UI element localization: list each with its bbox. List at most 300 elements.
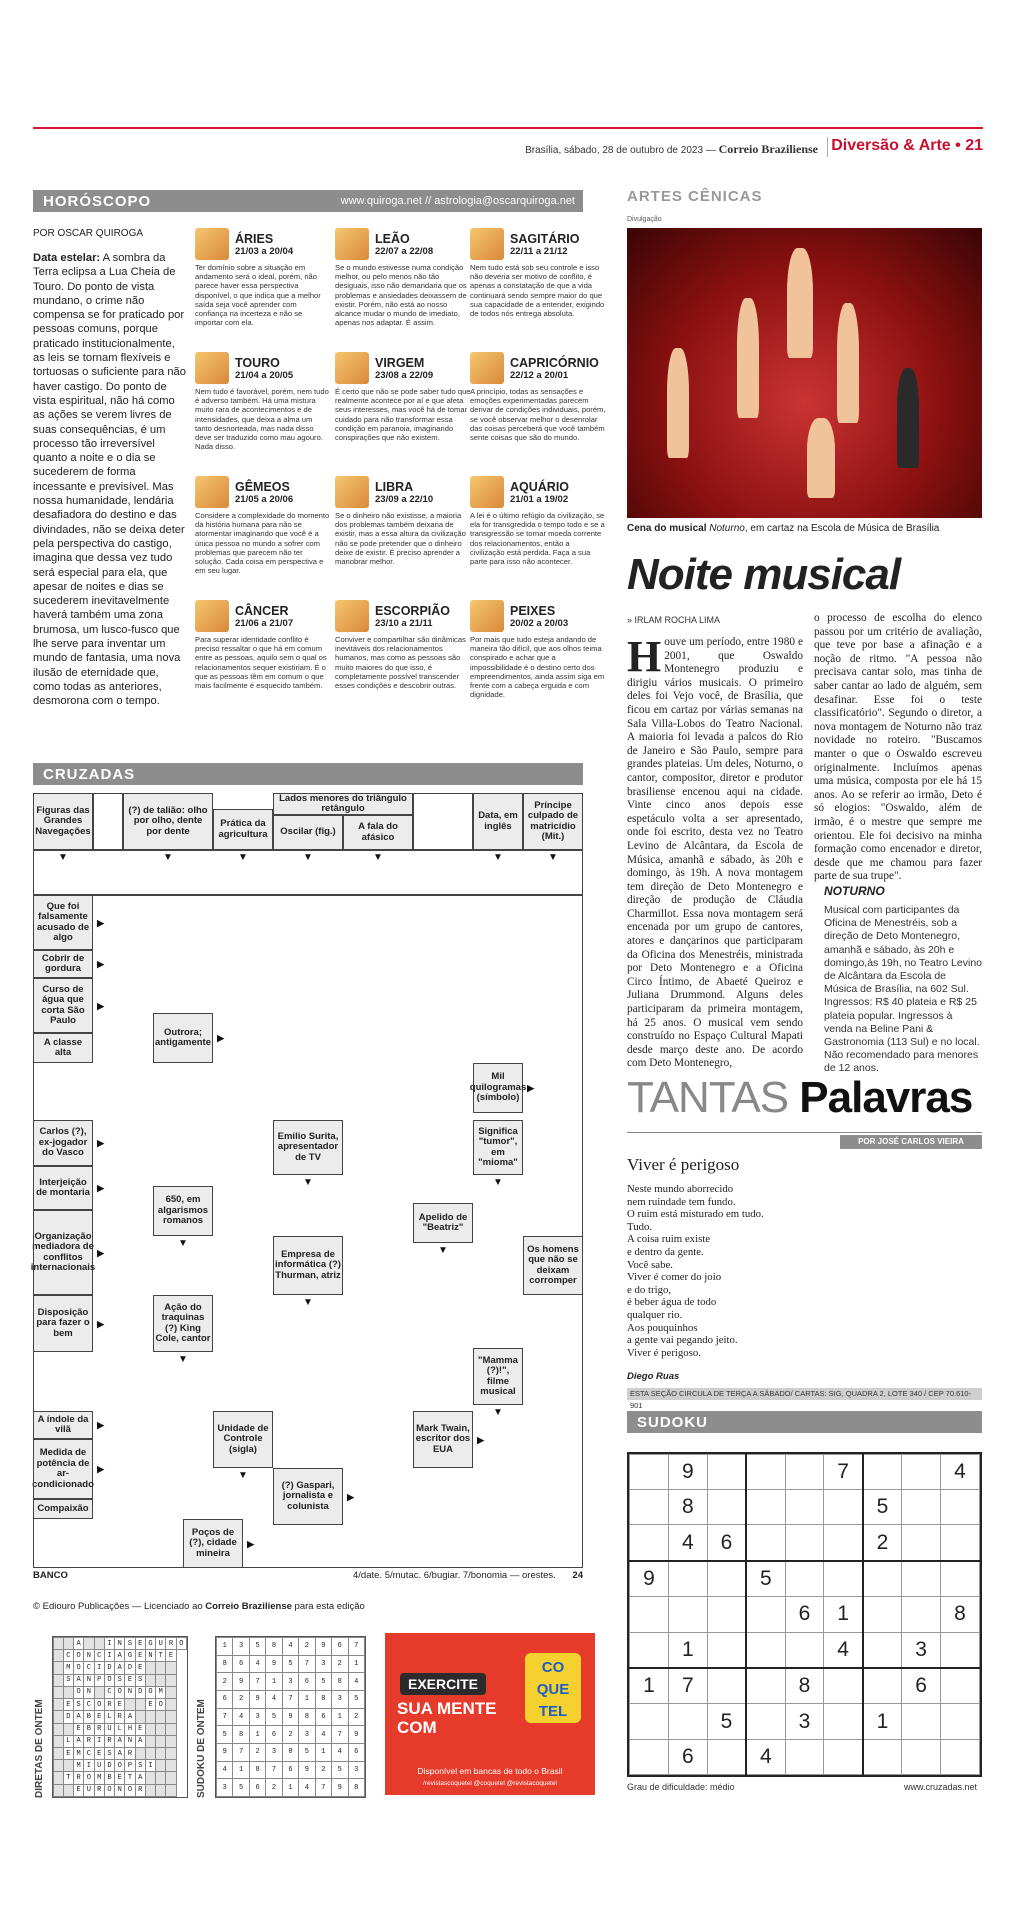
ad-social: /revistascoquetel @coquetel @revistacoquetel	[423, 1780, 557, 1787]
sudoku-cell[interactable]	[863, 1632, 902, 1668]
sudoku-cell[interactable]: 5	[863, 1490, 902, 1525]
solution-cell: 6	[348, 1743, 365, 1761]
solution-cell: 9	[249, 1690, 265, 1708]
solution-cell: 7	[266, 1761, 282, 1779]
solution-cell: 4	[266, 1690, 282, 1708]
solution-cell: 8	[332, 1673, 348, 1691]
banco-text: 4/date. 5/mutac. 6/bugiar. 7/bonomia — orestes.	[353, 1570, 556, 1581]
article-byline: » IRLAM ROCHA LIMA	[627, 615, 721, 625]
solution-cell: S	[125, 1638, 135, 1650]
sudoku-cell[interactable]	[746, 1704, 785, 1739]
poem-line: e dentro da gente.	[627, 1245, 704, 1258]
solution-cell: 7	[332, 1726, 348, 1744]
solution-cell: 4	[282, 1638, 298, 1656]
solution-cell: C	[94, 1650, 104, 1662]
horoscope-signs: ÁRIES 21/03 a 20/04 Ter domínio sobre a situação em andamento será o ideal, porém, não parece haver essa perspectiva disponível, o que indica que a melhor saída seja você aprender com confiança na incerteza e não se importar com ela. LEÃO 22/07 a 22/08 Se o mundo estivesse numa condição melhor, ou pelo menos não tão desiguais, isso não demandaria que os problemas e ansiedades deixassem de existir. Porém, não está ao nosso alcance mudar o mundo de imediato, apenas nos adaptar. É assim. SAGITÁRIO 22/11 a 21/12 Nem tudo está sob seu controle e isso não deveria ser motivo de conflito, é apenas a constatação de que a vida continuará sendo sempre maior do que sua capacidade de a entender, exigindo de todos nós entrega absoluta. TOURO 21/04 a 20/05 Nem tudo é favorável, porém, nem tudo é adverso também. Há uma mistura muito rara de acontecimentos e de intensidades, que deixa a alma um tanto desnorteada, mas nada disso deve ser traduzido como mau agouro. Nada disso. VIRGEM 23/08 a 22/09 É certo que não se pode saber tudo que realmente acontece por aí e que afeta seus interesses, mas você há de tomar cuidado para não transformar essa condição em paranoia, imaginando conspirações que não existem. CAPRICÓRNIO 22/12 a 20/01 A princípio, todas as sensações e emoções experimentadas parecem derivar de condições individuais, porém, se você observar melhor o desenrolar das coisas perceberá que você também sente coisas que são do mundo. GÊMEOS 21/05 a 20/06 Considere a complexidade do momento da história humana para não se atormentar imaginando que você é a única pessoa no mundo a sofrer com problemas que parecem não ter solução. Cada coisa em perspectiva e em seu lugar. LIBRA 23/09 a 22/10 Se o dinheiro não existisse, a maioria dos problemas também deixaria de existir, mas a essa altura da civilização não se pode pretender que o dinheiro deixe de existir. É preciso aprender a manobrar melhor. AQUÁRIO 21/01 a 19/02 A lei é o último refúgio da civilização, se ela for transgredida o tempo todo e se a transgressão se tornar moeda corrente dos relacionamentos, então a civilização está perdida. Faça a sua parte para isso não acontecer. CÂNCER 21/06 a 21/07 Para superar identidade conflito é preciso ressaltar o que há em comum entre as pessoas, aquilo sem o qual os relacionamentos sequer existiriam. É o que as pessoas têm em comum o que mais facilmente é esquecido também. ESCORPIÃO 23/10 a 21/11 Conviver e compartilhar são dinâmicas inevitáveis dos relacionamentos humanos, mas como as pessoas são muito maiores do que isso, é completamente possível transcender esses condições e descobrir outras. PEIXES 20/02 a 20/03 Por mais que tudo esteja andando de maneira tão difícil, que aos olhos teima conspirado e achar que a impossibilidade é o destino certo dos empreendimentos, ainda assim siga em frente com a cabeça erguida e com dignidade.	[195, 228, 585, 728]
sudoku-cell[interactable]	[941, 1704, 980, 1739]
solution-cell: 2	[217, 1673, 233, 1691]
solution-cell	[166, 1747, 176, 1759]
solution-cell: D	[104, 1662, 114, 1674]
solution-cell	[145, 1772, 155, 1784]
solution-cell: 3	[266, 1743, 282, 1761]
tantas-rule	[627, 1132, 982, 1133]
solution-cell	[135, 1711, 145, 1723]
sudoku-cell[interactable]: 2	[863, 1525, 902, 1561]
solution-cell: O	[145, 1686, 155, 1698]
solution-cell: C	[84, 1699, 94, 1711]
sudoku-cell[interactable]: 4	[668, 1525, 707, 1561]
sudoku-cell[interactable]	[941, 1632, 980, 1668]
sudoku-cell[interactable]: 8	[785, 1668, 824, 1704]
poem-line: nem ruindade tem fundo.	[627, 1195, 736, 1208]
masthead-date: Brasília, sábado, 28 de outubro de 2023 — Correio Braziliense	[525, 142, 818, 156]
solution-cell: A	[74, 1638, 84, 1650]
sudoku-cell[interactable]: 4	[824, 1632, 863, 1668]
crossword-clue: Unidade de Controle (sigla) ▼	[213, 1411, 273, 1468]
solution-cell: R	[104, 1699, 114, 1711]
solution-cell: R	[115, 1711, 125, 1723]
crossword-row[interactable]	[33, 850, 583, 895]
solution-cell: T	[63, 1772, 73, 1784]
solution-cell: O	[156, 1699, 166, 1711]
taurus-icon	[195, 352, 229, 384]
sudoku-cell[interactable]	[902, 1704, 941, 1739]
solution-cell	[54, 1686, 64, 1698]
sudoku-cell[interactable]	[785, 1455, 824, 1490]
poem-line: é beber água de todo	[627, 1296, 717, 1309]
virgo-icon	[335, 352, 369, 384]
sudoku-cell[interactable]	[630, 1490, 669, 1525]
sudoku-cell[interactable]	[941, 1668, 980, 1704]
sudoku-cell[interactable]	[707, 1668, 746, 1704]
sudoku-cell[interactable]	[902, 1739, 941, 1774]
solution-cell	[166, 1674, 176, 1686]
solution-cell	[54, 1662, 64, 1674]
crossword-clue: Prática da agricultura ▼	[213, 809, 273, 850]
sudoku-cell[interactable]	[824, 1704, 863, 1739]
crossword-clue: Que foi falsamente acusado de algo ▶	[33, 895, 93, 950]
solution-cell: A	[115, 1747, 125, 1759]
solution-cell: 7	[217, 1708, 233, 1726]
gemini-icon	[195, 476, 229, 508]
solution-cell: 3	[217, 1779, 233, 1797]
solution-cell	[166, 1699, 176, 1711]
sudoku-cell[interactable]	[785, 1490, 824, 1525]
sudoku-cell[interactable]	[941, 1739, 980, 1774]
top-rule	[33, 127, 983, 129]
sudoku-cell[interactable]	[824, 1561, 863, 1597]
dancer-figure	[737, 298, 759, 418]
sudoku-cell[interactable]: 5	[707, 1704, 746, 1739]
drop-cap: H	[627, 632, 662, 681]
dancer-figure	[667, 348, 689, 458]
solution-cell: E	[74, 1723, 84, 1735]
solution-cell: 4	[348, 1673, 365, 1691]
solution-cell: 5	[315, 1673, 331, 1691]
sudoku-cell[interactable]	[785, 1561, 824, 1597]
sudoku-cell[interactable]: 8	[668, 1490, 707, 1525]
solution-cell	[54, 1760, 64, 1772]
poem-line: Aos pouquinhos	[627, 1321, 698, 1334]
crossword-header	[33, 763, 583, 785]
sudoku-cell[interactable]	[630, 1455, 669, 1490]
solution-cell: 5	[332, 1761, 348, 1779]
solution-cell: D	[104, 1760, 114, 1772]
solution-cell: 5	[299, 1743, 315, 1761]
solution-cell: R	[135, 1784, 145, 1796]
solution-cell: U	[84, 1784, 94, 1796]
sudoku-cell[interactable]: 3	[902, 1632, 941, 1668]
solution-cell: 3	[348, 1761, 365, 1779]
sudoku-cell[interactable]	[746, 1668, 785, 1704]
solution-cell: 9	[282, 1708, 298, 1726]
solution-cell	[94, 1686, 104, 1698]
solution-cell: 2	[233, 1690, 249, 1708]
sudoku-difficulty: Grau de dificuldade: médio	[627, 1782, 735, 1792]
sudoku-cell[interactable]	[941, 1490, 980, 1525]
solution-cell: A	[135, 1735, 145, 1747]
solution-cell: 3	[249, 1708, 265, 1726]
sudoku-cell[interactable]	[863, 1455, 902, 1490]
solution-cell: 2	[266, 1779, 282, 1797]
sudoku-cell[interactable]	[630, 1739, 669, 1774]
solution-cell: E	[135, 1650, 145, 1662]
solution-cell	[156, 1674, 166, 1686]
sudoku-cell[interactable]: 6	[785, 1597, 824, 1632]
sudoku-cell[interactable]	[746, 1632, 785, 1668]
crossword-cell[interactable]	[413, 793, 473, 850]
sudoku-cell[interactable]: 7	[824, 1455, 863, 1490]
crossword-clue: Poços de (?), cidade mineira ▶	[183, 1519, 243, 1568]
solution-cell: E	[63, 1699, 73, 1711]
sudoku-cell[interactable]	[707, 1597, 746, 1632]
solution-cell: R	[74, 1772, 84, 1784]
sudoku-cell[interactable]: 1	[824, 1597, 863, 1632]
solution-cell: P	[94, 1674, 104, 1686]
solution-cell: 7	[249, 1673, 265, 1691]
solution-cell	[156, 1711, 166, 1723]
solution-cell: I	[104, 1638, 114, 1650]
solution-cell	[166, 1772, 176, 1784]
sudoku-cell[interactable]	[707, 1561, 746, 1597]
solution-cell: 7	[315, 1779, 331, 1797]
solution-cell: G	[125, 1650, 135, 1662]
solution-cell: O	[104, 1674, 114, 1686]
solution-cell: I	[84, 1760, 94, 1772]
sudoku-header	[627, 1411, 982, 1433]
solution-cell: 5	[233, 1779, 249, 1797]
crossword-page-number: 24	[572, 1570, 583, 1581]
solution-cell	[156, 1735, 166, 1747]
solution-cell	[54, 1699, 64, 1711]
solution-cell: A	[115, 1650, 125, 1662]
sudoku-cell[interactable]	[630, 1525, 669, 1561]
ad-availability: Disponível em bancas de todo o Brasil	[417, 1766, 563, 1776]
poem-line: qualquer rio.	[627, 1308, 683, 1321]
solution-cell: 6	[332, 1638, 348, 1656]
solution-cell: 4	[315, 1726, 331, 1744]
solution-cell: 1	[282, 1779, 298, 1797]
scorpio-icon	[335, 600, 369, 632]
solution-cell: I	[145, 1760, 155, 1772]
solution-cell: 5	[282, 1655, 298, 1673]
sudoku-cell[interactable]	[668, 1597, 707, 1632]
sudoku-cell[interactable]: 4	[941, 1455, 980, 1490]
solution-cell	[54, 1638, 64, 1650]
sudoku-cell[interactable]	[902, 1561, 941, 1597]
solution-cell: 2	[348, 1708, 365, 1726]
solution-cell	[63, 1638, 73, 1650]
solution-cell: 5	[266, 1708, 282, 1726]
sudoku-cell[interactable]	[746, 1525, 785, 1561]
solution-cell	[84, 1638, 94, 1650]
coquetel-ad[interactable]	[385, 1633, 595, 1795]
solution-cell: 9	[348, 1726, 365, 1744]
tantas-byline: POR JOSÉ CARLOS VIEIRA	[840, 1135, 982, 1149]
capricorn-icon	[470, 352, 504, 384]
solution-cell	[135, 1699, 145, 1711]
section-address: ESTA SEÇÃO CIRCULA DE TERÇA A SÁBADO/ CARTAS: SIG, QUADRA 2, LOTE 340 / CEP 70.610-901	[627, 1388, 982, 1400]
solution-cell: U	[104, 1723, 114, 1735]
crossword-clue: Interjeição de montaria ▶	[33, 1166, 93, 1210]
sudoku-cell[interactable]	[902, 1455, 941, 1490]
solution-cell: 4	[217, 1761, 233, 1779]
solution-cell: 3	[282, 1673, 298, 1691]
solution-cell: N	[125, 1735, 135, 1747]
solution-cell: U	[156, 1638, 166, 1650]
solution-cell	[156, 1662, 166, 1674]
solution-cell	[135, 1747, 145, 1759]
solution-cell	[63, 1723, 73, 1735]
solution-cell: 6	[282, 1761, 298, 1779]
crossword-title: CRUZADAS	[43, 766, 136, 783]
solution-cell: 3	[315, 1655, 331, 1673]
solution-cell: P	[125, 1760, 135, 1772]
solution-cell: B	[104, 1772, 114, 1784]
sudoku-cell[interactable]: 6	[902, 1668, 941, 1704]
solution-cell: L	[63, 1735, 73, 1747]
aries-icon	[195, 228, 229, 260]
sudoku-cell[interactable]: 4	[746, 1739, 785, 1774]
crossword-clue: Data, em inglês ▼	[473, 793, 523, 850]
solution-cell: O	[74, 1650, 84, 1662]
crossword-clue: A índole da vilã ▶	[33, 1411, 93, 1439]
crossword-cell[interactable]	[93, 793, 123, 850]
horoscope-header	[33, 190, 583, 212]
solution-cell	[54, 1747, 64, 1759]
sudoku-cell[interactable]: 7	[668, 1668, 707, 1704]
solution-cell: M	[156, 1686, 166, 1698]
sudoku-cell[interactable]	[824, 1490, 863, 1525]
solution-cell	[166, 1662, 176, 1674]
section-label: ARTES CÊNICAS	[627, 188, 763, 205]
sudoku-cell[interactable]	[863, 1561, 902, 1597]
sudoku-cell[interactable]: 6	[707, 1525, 746, 1561]
poem-line: Neste mundo aborrecido	[627, 1183, 734, 1195]
sudoku-cell[interactable]: 1	[863, 1704, 902, 1739]
masthead-divider	[827, 137, 828, 157]
solution-cell: O	[115, 1760, 125, 1772]
crossword-clue: Príncipe culpado de matricídio (Mit.) ▼	[523, 793, 583, 850]
solution-cell: D	[135, 1686, 145, 1698]
poem-line: Você sabe.	[627, 1258, 673, 1271]
solution-cell: O	[125, 1784, 135, 1796]
solution-cell: 4	[332, 1743, 348, 1761]
sidebar-text: Musical com participantes da Oficina de Menestréis, sob a direção de Deto Montenegro, amanhã e sábado, às 20h e domingo,às 19h, no Teatro Levino de Alcântara da Escola de Música de Brasília, na 602 Sul. Ingressos: R$ 40 plateia e R$ 25 plateia popular. Ingressos à venda na Beline Pani & Gastronomia (113 Sul) e no local. Não recomendado para menores de 12 anos.	[824, 904, 983, 1075]
pisces-icon	[470, 600, 504, 632]
poem-body	[627, 1183, 764, 1359]
sudoku-cell[interactable]	[941, 1561, 980, 1597]
sudoku-cell[interactable]: 5	[746, 1561, 785, 1597]
sudoku-cell[interactable]: 1	[630, 1668, 669, 1704]
solution-cell: 4	[249, 1655, 265, 1673]
sudoku-cell[interactable]	[785, 1525, 824, 1561]
sudoku-cell[interactable]	[824, 1668, 863, 1704]
poem-line: a gente vai pegando jeito.	[627, 1334, 738, 1347]
masthead	[33, 137, 983, 159]
solution-cell: A	[74, 1674, 84, 1686]
sudoku-cell[interactable]	[785, 1739, 824, 1774]
solution-cell: L	[104, 1711, 114, 1723]
poem-author: Diego Ruas	[627, 1371, 680, 1382]
sudoku-cell[interactable]	[863, 1739, 902, 1774]
solution-cell: 8	[217, 1655, 233, 1673]
sudoku-cell[interactable]: 9	[630, 1561, 669, 1597]
coquetel-logo: CO QUE TEL	[525, 1653, 581, 1723]
article-column-1	[627, 632, 803, 1070]
solution-cell: E	[166, 1650, 176, 1662]
solution-cell: B	[84, 1711, 94, 1723]
crossword-clue: Medida de potência de ar-condicionado ▶	[33, 1439, 93, 1499]
solution-cell: T	[125, 1772, 135, 1784]
solution-cell	[145, 1723, 155, 1735]
solution-cell	[156, 1772, 166, 1784]
solution-cell: 7	[282, 1690, 298, 1708]
solution-cell: M	[63, 1662, 73, 1674]
solution-cell: E	[125, 1674, 135, 1686]
solution-cell: 6	[299, 1673, 315, 1691]
solution-cell: 1	[315, 1743, 331, 1761]
solution-cell: 7	[348, 1638, 365, 1656]
crossword-clue: Disposição para fazer o bem ▶	[33, 1295, 93, 1352]
crossword-clue: Significa "tumor", em "mioma" ▼	[473, 1120, 523, 1175]
sudoku-cell[interactable]	[707, 1490, 746, 1525]
sudoku-cell[interactable]	[941, 1525, 980, 1561]
sudoku-cell[interactable]	[746, 1490, 785, 1525]
solution-cell: 1	[266, 1673, 282, 1691]
solution-cell: E	[94, 1711, 104, 1723]
solution-cell: R	[125, 1747, 135, 1759]
sudoku-cell[interactable]	[630, 1632, 669, 1668]
sudoku-cell[interactable]	[902, 1525, 941, 1561]
solution-cell: I	[94, 1735, 104, 1747]
sudoku-cell[interactable]	[668, 1704, 707, 1739]
solution-cell: C	[84, 1747, 94, 1759]
crossword-clue: Cobrir de gordura ▶	[33, 950, 93, 978]
solution-cell: M	[74, 1747, 84, 1759]
copyright-credit: © Ediouro Publicações — Licenciado ao Correio Braziliense para esta edição	[33, 1601, 365, 1612]
solution-cell	[63, 1686, 73, 1698]
sudoku-cell[interactable]	[668, 1561, 707, 1597]
sudoku-cell[interactable]	[707, 1455, 746, 1490]
crossword-clue: (?) Gaspari, jornalista e colunista ▶	[273, 1468, 343, 1525]
sudoku-cell[interactable]	[707, 1632, 746, 1668]
solution-cell	[156, 1747, 166, 1759]
libra-icon	[335, 476, 369, 508]
solution-cell	[145, 1784, 155, 1796]
solution-cell: I	[94, 1662, 104, 1674]
sudoku-cell[interactable]: 8	[941, 1597, 980, 1632]
solution-cell: E	[63, 1747, 73, 1759]
solution-cell: 1	[348, 1655, 365, 1673]
article-column-1-text: ouve um período, entre 1980 e 2001, que Oswaldo Montenegro produziu e dirigiu vários musicais. O primeiro deles foi Vejo você, de Brasília, que ficou em cartaz por várias semanas na Sala Villa-Lobos do Teatro Nacional. A maioria foi levada a palcos do Rio de Janeiro e São Paulo, sempre para grandes plateias. Um deles, Noturno, o cantor, compositor, diretor e produtor brasiliense encenou aqui na cidade. Vinte cinco anos depois esse espetáculo volta a ser apresentado, onde foi escrito, desta vez no Teatro Levino de Alcântara, da Escola de Música, amanhã e sábado, às 20h e domingo, às 19h. A nova montagem tem direção de Deto Montenegro e direção de produção de Cláudia Charmillot. Essa nova montagem será encenada por um grupo de cantores, atores e dançarinos que participaram da Oficina dos Menestréis, ministrada por Deto Montenegro e a Oficina Circo Íntimo, de Abaeté Queiroz e Juliana Drummond. Alguns deles participaram da primeira montagem, há 25 anos. O musical vem sendo construído no Espaço Cultural Mapati desde março deste ano. De acordo com Deto Montenegro,	[627, 636, 803, 1070]
sudoku-cell[interactable]: 9	[668, 1455, 707, 1490]
solution-cell: C	[104, 1686, 114, 1698]
horoscope-byline: POR OSCAR QUIROGA	[33, 228, 144, 239]
solution-cell: E	[115, 1772, 125, 1784]
sudoku-cell[interactable]	[746, 1455, 785, 1490]
solution-cell: N	[84, 1686, 94, 1698]
sudoku-cell[interactable]	[746, 1597, 785, 1632]
solution-cell: A	[115, 1662, 125, 1674]
sudoku-cell[interactable]	[824, 1739, 863, 1774]
sudoku-cell[interactable]	[863, 1668, 902, 1704]
dancer-figure	[787, 248, 813, 358]
solution-cell: I	[104, 1650, 114, 1662]
solution-cell: N	[115, 1638, 125, 1650]
crossword-clue: Carlos (?), ex-jogador do Vasco ▶	[33, 1120, 93, 1166]
sudoku-cell[interactable]	[707, 1739, 746, 1774]
sudoku-cell[interactable]	[902, 1597, 941, 1632]
solution-cell: C	[84, 1662, 94, 1674]
sudoku-cell[interactable]	[824, 1525, 863, 1561]
sudoku-cell[interactable]	[630, 1597, 669, 1632]
sudoku-cell[interactable]	[863, 1597, 902, 1632]
horoscope-urls: www.quiroga.net // astrologia@oscarquiroga.net	[340, 195, 575, 207]
solution-cell: S	[135, 1674, 145, 1686]
solution-cell: S	[115, 1674, 125, 1686]
solution-cell	[54, 1784, 64, 1796]
crossword-clue: Ação do traquinas (?) King Cole, cantor ▼	[153, 1295, 213, 1352]
sudoku-cell[interactable]	[902, 1490, 941, 1525]
solution-cell: R	[104, 1735, 114, 1747]
solution-cell: E	[115, 1699, 125, 1711]
solution-cell: M	[94, 1772, 104, 1784]
sudoku-cell[interactable]: 6	[668, 1739, 707, 1774]
solution-cell	[156, 1723, 166, 1735]
leo-icon	[335, 228, 369, 260]
sudoku-solution	[215, 1636, 366, 1798]
sudoku-cell[interactable]: 1	[668, 1632, 707, 1668]
solution-cell	[156, 1784, 166, 1796]
star-date-text: Data estelar: A sombra da Terra eclipsa a Lua Cheia de Touro. Do ponto de vista mundano, o crime não compensa se for praticado por pessoas comuns, porque praticado institucionalmente, as leis se tornam flexíveis e tortuosas o suficiente para não haver castigo. Do ponto de vista espiritual, não há como as ações se verem livres de suas consequências, é um processo tão irreversível quanto a noite e o dia se sucederem de forma incessante e previsível. Mas nossa humanidade, lendária desafiadora do destino e das divindades, não se deixa deter pela perspectiva do castigo, imagina que dessa vez tudo será especial para ela, que apesar de noites e dias se sucederem inevitavelmente haverá também uma zona brumosa, um lusco-fusco que lhe serve para inventar um mundo de fantasia, uma nova ilusão de eternidade que, como todas as anteriores, desmorona com o tempo.	[33, 252, 186, 708]
poem-line: Tudo.	[627, 1220, 653, 1233]
solution-cell: O	[74, 1686, 84, 1698]
sudoku-grid	[627, 1452, 982, 1777]
crossword-clue: Apelido de "Beatriz" ▼	[413, 1203, 473, 1243]
solution-cell	[166, 1735, 176, 1747]
solution-cell: O	[176, 1638, 186, 1650]
poem-line: e do trigo,	[627, 1283, 672, 1296]
solution-cell: E	[74, 1784, 84, 1796]
solution-cell: B	[84, 1723, 94, 1735]
sudoku-cell[interactable]: 3	[785, 1704, 824, 1739]
sudoku-cell[interactable]	[785, 1632, 824, 1668]
solution-cell	[145, 1711, 155, 1723]
diretas-solution	[52, 1636, 188, 1798]
sudoku-cell[interactable]	[630, 1704, 669, 1739]
solution-cell: 5	[348, 1690, 365, 1708]
